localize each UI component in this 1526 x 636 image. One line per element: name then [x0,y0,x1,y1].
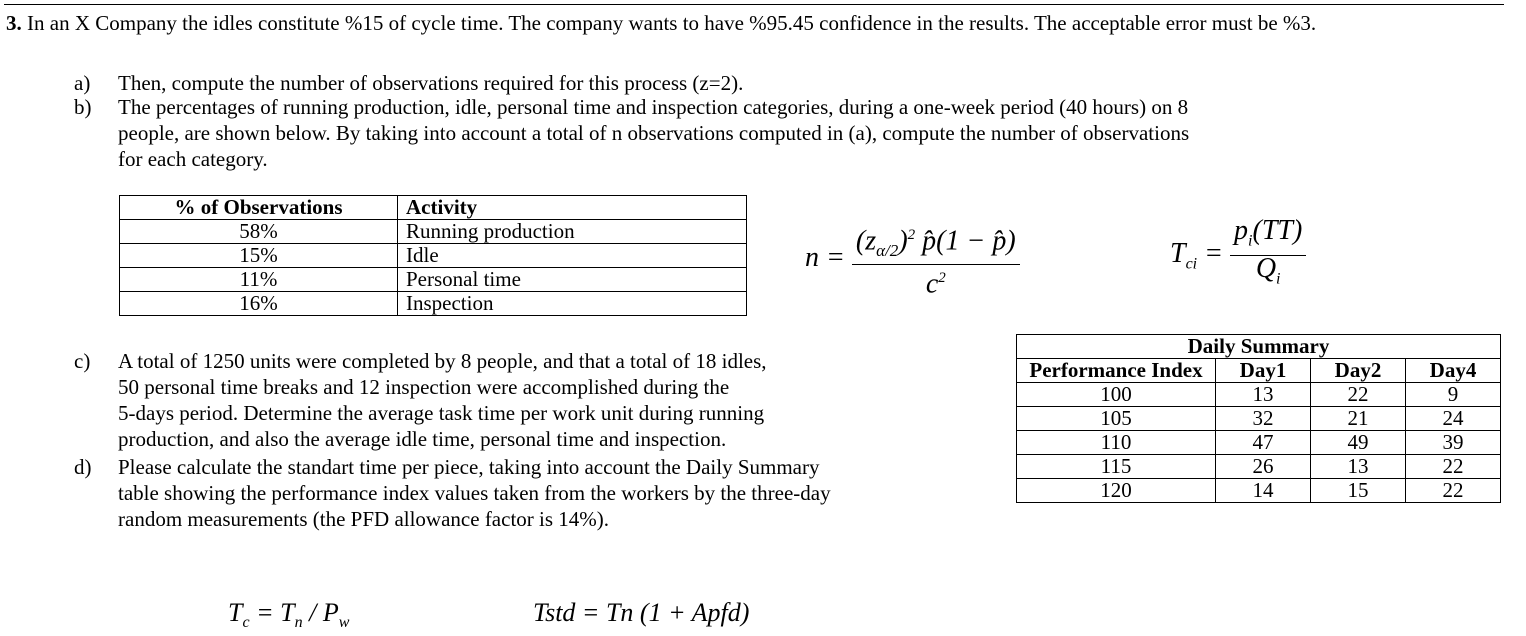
sample-size-formula [805,222,1020,300]
formula-lhs: $T_{ci}$ = [1170,237,1224,273]
table-cell: 15% [120,244,398,268]
table-cell: 22 [1311,383,1406,407]
table-cell: 39 [1406,431,1501,455]
table-cell: Idle [398,244,747,268]
table-cell: 120 [1017,479,1216,503]
item-line: Please calculate the standart time per piece, taking into account the Daily Summary [118,455,820,479]
table-cell: 15 [1311,479,1406,503]
table-cell: 21 [1311,407,1406,431]
item-line: people, are shown below. By taking into account a total of n observations computed in (a), compute the number of observations [118,121,1190,145]
table-cell: 105 [1017,407,1216,431]
table-header-row [120,196,747,220]
table-cell: 13 [1216,383,1311,407]
item-line: A total of 1250 units were completed by 8 people, and that a total of 18 idles, [118,349,767,373]
item-line: 50 personal time breaks and 12 inspection were accomplished during the [118,375,730,399]
column-header: Activity [398,196,747,220]
table-row [120,244,747,268]
item-label: b) [74,95,92,119]
cycle-time-formula [1170,215,1306,292]
daily-summary-table [1016,334,1501,503]
item-text [118,454,831,532]
table-cell: 110 [1017,431,1216,455]
table-cell: 115 [1017,455,1216,479]
table-cell: 13 [1311,455,1406,479]
formula-numerator: $(z_{\alpha/2})^2$ p̂(1 − p̂) [855,225,1016,260]
item-text [118,348,767,452]
table-row [120,268,747,292]
table-cell: 22 [1406,479,1501,503]
table-header-row [1017,359,1501,383]
item-line: table showing the performance index values taken from the workers by the three-day [118,481,831,505]
cycle-time-pw-formula: $T_c = T_n / P_w$ [228,598,350,632]
table-row [1017,455,1501,479]
formula-numerator: $p_i(TT)$ [1234,215,1303,250]
item-line: The percentages of running production, idle, personal time and inspection categories, during a one-week period (40 hours) on 8 [118,95,1189,119]
item-text [118,70,743,96]
item-line: production, and also the average idle time, personal time and inspection. [118,427,727,451]
table-title-row [1017,335,1501,359]
question-statement [6,10,1503,36]
table-row [1017,383,1501,407]
table-cell: 49 [1311,431,1406,455]
column-header: Performance Index [1017,359,1216,383]
table-row [120,220,747,244]
table-row [1017,479,1501,503]
item-line: random measurements (the PFD allowance factor is 14%). [118,507,610,531]
table-cell: 100 [1017,383,1216,407]
column-header: Day2 [1311,359,1406,383]
table-cell: Personal time [398,268,747,292]
table-cell: Running production [398,220,747,244]
table-row [120,292,747,316]
table-cell: 26 [1216,455,1311,479]
table-cell: 24 [1406,407,1501,431]
table-cell: Inspection [398,292,747,316]
table-row [1017,431,1501,455]
column-header: Day4 [1406,359,1501,383]
table-row [1017,407,1501,431]
table-cell: 22 [1406,455,1501,479]
table-title: Daily Summary [1017,335,1501,359]
item-label: d) [74,455,92,479]
question-number: 3. [6,11,22,35]
item-line: for each category. [118,147,268,171]
item-text [118,94,1504,172]
table-cell: 47 [1216,431,1311,455]
table-cell: 11% [120,268,398,292]
formula-fraction [1230,215,1306,292]
item-label: c) [74,349,91,373]
table-cell: 16% [120,292,398,316]
formula-lhs: n = [805,242,845,274]
table-cell: 58% [120,220,398,244]
question-text: In an X Company the idles constitute %15 of cycle time. The company wants to have %95.45 confidence in the results. The acceptable error must be %3. [27,11,1317,35]
column-header: Day1 [1216,359,1311,383]
standard-time-formula: Tstd = Tn (1 + Apfd) [533,598,750,627]
item-line: Then, compute the number of observations required for this process (z=2). [118,71,744,95]
top-rule [4,4,1504,5]
observations-table [119,195,747,316]
table-cell: 32 [1216,407,1311,431]
table-cell: 9 [1406,383,1501,407]
item-label: a) [74,71,91,95]
column-header: % of Observations [120,196,398,220]
formula-denominator: $Q_i$ [1230,255,1306,293]
formula-denominator: $c^2$ [852,264,1020,297]
formula-fraction [852,222,1020,300]
item-line: 5-days period. Determine the average task time per work unit during running [118,401,765,425]
table-cell: 14 [1216,479,1311,503]
